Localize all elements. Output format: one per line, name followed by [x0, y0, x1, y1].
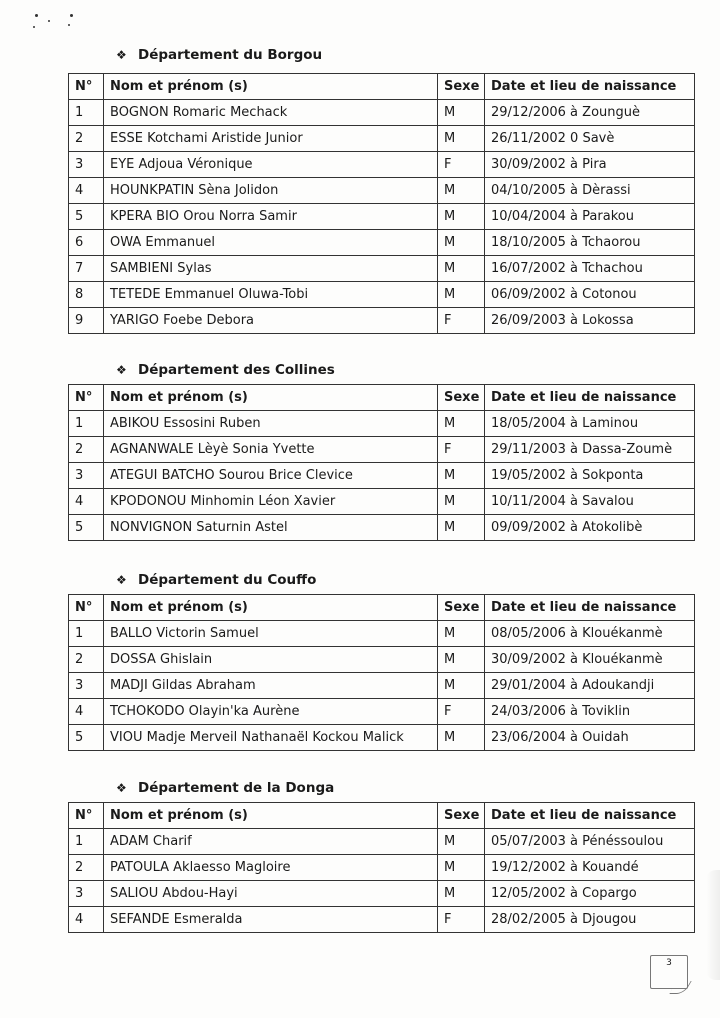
cell-sex: F	[438, 907, 485, 933]
cell-num: 4	[69, 489, 104, 515]
cell-num: 3	[69, 463, 104, 489]
cell-num: 4	[69, 907, 104, 933]
table-row	[69, 126, 695, 152]
cell-birth: 26/09/2003 à Lokossa	[485, 308, 695, 334]
cell-name: OWA Emmanuel	[104, 230, 438, 256]
cell-num: 8	[69, 282, 104, 308]
cell-birth: 09/09/2002 à Atokolibè	[485, 515, 695, 541]
table-row	[69, 178, 695, 204]
cell-name: SALIOU Abdou-Hayi	[104, 881, 438, 907]
header-birth: Date et lieu de naissance	[485, 74, 695, 100]
table-row	[69, 204, 695, 230]
page-number: 3	[666, 958, 672, 968]
cell-name: YARIGO Foebe Debora	[104, 308, 438, 334]
cell-num: 2	[69, 126, 104, 152]
cell-birth: 19/12/2002 à Kouandé	[485, 855, 695, 881]
table-row	[69, 308, 695, 334]
table-header-row	[69, 803, 695, 829]
section-collines	[68, 359, 694, 541]
header-sex: Sexe	[438, 74, 485, 100]
cell-sex: M	[438, 230, 485, 256]
section-title-text: Département du Borgou	[138, 47, 323, 63]
cell-birth: 29/11/2003 à Dassa-Zoumè	[485, 437, 695, 463]
table-header-row	[69, 385, 695, 411]
cell-name: DOSSA Ghislain	[104, 647, 438, 673]
table-row	[69, 907, 695, 933]
cell-num: 4	[69, 178, 104, 204]
students-table	[68, 73, 695, 334]
cell-sex: M	[438, 621, 485, 647]
header-num: N°	[69, 385, 104, 411]
table-row	[69, 230, 695, 256]
cell-name: MADJI Gildas Abraham	[104, 673, 438, 699]
page-edge-shadow	[706, 870, 720, 980]
cell-num: 2	[69, 647, 104, 673]
cell-sex: F	[438, 437, 485, 463]
cell-birth: 18/05/2004 à Laminou	[485, 411, 695, 437]
table-row	[69, 282, 695, 308]
section-couffo	[68, 569, 694, 751]
header-name: Nom et prénom (s)	[104, 74, 438, 100]
cell-name: VIOU Madje Merveil Nathanaël Kockou Malick	[104, 725, 438, 751]
section-donga	[68, 777, 694, 933]
cell-sex: F	[438, 308, 485, 334]
cell-birth: 12/05/2002 à Copargo	[485, 881, 695, 907]
table-row	[69, 621, 695, 647]
cell-name: EYE Adjoua Véronique	[104, 152, 438, 178]
cell-num: 7	[69, 256, 104, 282]
header-birth: Date et lieu de naissance	[485, 803, 695, 829]
cell-num: 3	[69, 152, 104, 178]
cell-num: 6	[69, 230, 104, 256]
cell-sex: M	[438, 126, 485, 152]
cell-birth: 10/11/2004 à Savalou	[485, 489, 695, 515]
cell-birth: 04/10/2005 à Dèrassi	[485, 178, 695, 204]
cell-num: 1	[69, 829, 104, 855]
cell-birth: 26/11/2002 0 Savè	[485, 126, 695, 152]
cell-num: 3	[69, 881, 104, 907]
section-title-text: Département du Couffo	[138, 572, 317, 588]
diamond-bullet-icon: ❖	[116, 573, 127, 587]
table-row	[69, 463, 695, 489]
table-header-row	[69, 74, 695, 100]
diamond-bullet-icon: ❖	[116, 781, 127, 795]
cell-sex: M	[438, 178, 485, 204]
table-row	[69, 829, 695, 855]
cell-name: KPERA BIO Orou Norra Samir	[104, 204, 438, 230]
cell-birth: 06/09/2002 à Cotonou	[485, 282, 695, 308]
cell-birth: 29/12/2006 à Zounguè	[485, 100, 695, 126]
cell-sex: M	[438, 100, 485, 126]
cell-birth: 24/03/2006 à Toviklin	[485, 699, 695, 725]
cell-sex: M	[438, 256, 485, 282]
cell-name: ADAM Charif	[104, 829, 438, 855]
cell-birth: 29/01/2004 à Adoukandji	[485, 673, 695, 699]
table-row	[69, 699, 695, 725]
cell-num: 5	[69, 725, 104, 751]
cell-num: 9	[69, 308, 104, 334]
cell-sex: F	[438, 152, 485, 178]
cell-num: 1	[69, 411, 104, 437]
header-name: Nom et prénom (s)	[104, 385, 438, 411]
section-title	[68, 44, 694, 66]
cell-num: 4	[69, 699, 104, 725]
cell-sex: M	[438, 855, 485, 881]
table-row	[69, 515, 695, 541]
cell-birth: 28/02/2005 à Djougou	[485, 907, 695, 933]
cell-sex: M	[438, 673, 485, 699]
cell-name: ESSE Kotchami Aristide Junior	[104, 126, 438, 152]
header-sex: Sexe	[438, 385, 485, 411]
cell-birth: 18/10/2005 à Tchaorou	[485, 230, 695, 256]
cell-num: 2	[69, 437, 104, 463]
cell-sex: M	[438, 881, 485, 907]
section-title	[68, 359, 694, 381]
cell-birth: 30/09/2002 à Klouékanmè	[485, 647, 695, 673]
cell-birth: 19/05/2002 à Sokponta	[485, 463, 695, 489]
cell-birth: 10/04/2004 à Parakou	[485, 204, 695, 230]
cell-name: AGNANWALE Lèyè Sonia Yvette	[104, 437, 438, 463]
table-row	[69, 437, 695, 463]
students-table	[68, 802, 695, 933]
table-row	[69, 855, 695, 881]
table-row	[69, 489, 695, 515]
header-sex: Sexe	[438, 803, 485, 829]
cell-name: SEFANDE Esmeralda	[104, 907, 438, 933]
scan-speck	[68, 24, 70, 26]
cell-name: ABIKOU Essosini Ruben	[104, 411, 438, 437]
table-row	[69, 152, 695, 178]
cell-name: PATOULA Aklaesso Magloire	[104, 855, 438, 881]
header-name: Nom et prénom (s)	[104, 803, 438, 829]
cell-num: 1	[69, 621, 104, 647]
page-curl-icon	[669, 981, 692, 994]
section-title-text: Département de la Donga	[138, 780, 335, 796]
scan-speck	[35, 14, 38, 17]
cell-sex: M	[438, 725, 485, 751]
table-row	[69, 256, 695, 282]
section-title	[68, 569, 694, 591]
students-table	[68, 384, 695, 541]
students-table	[68, 594, 695, 751]
cell-sex: M	[438, 411, 485, 437]
section-title-text: Département des Collines	[138, 362, 335, 378]
header-num: N°	[69, 803, 104, 829]
cell-name: NONVIGNON Saturnin Astel	[104, 515, 438, 541]
page-number-box	[650, 955, 688, 989]
header-num: N°	[69, 595, 104, 621]
header-birth: Date et lieu de naissance	[485, 595, 695, 621]
diamond-bullet-icon: ❖	[116, 363, 127, 377]
scan-speck	[70, 14, 73, 17]
scan-speck	[48, 20, 50, 22]
cell-birth: 16/07/2002 à Tchachou	[485, 256, 695, 282]
header-num: N°	[69, 74, 104, 100]
cell-num: 1	[69, 100, 104, 126]
cell-name: KPODONOU Minhomin Léon Xavier	[104, 489, 438, 515]
cell-birth: 30/09/2002 à Pira	[485, 152, 695, 178]
cell-num: 2	[69, 855, 104, 881]
table-row	[69, 673, 695, 699]
cell-name: BALLO Victorin Samuel	[104, 621, 438, 647]
scan-speck	[33, 26, 35, 28]
cell-sex: M	[438, 515, 485, 541]
table-row	[69, 725, 695, 751]
cell-name: SAMBIENI Sylas	[104, 256, 438, 282]
header-name: Nom et prénom (s)	[104, 595, 438, 621]
table-row	[69, 881, 695, 907]
cell-name: BOGNON Romaric Mechack	[104, 100, 438, 126]
cell-sex: M	[438, 489, 485, 515]
section-borgou	[68, 44, 694, 334]
cell-name: HOUNKPATIN Sèna Jolidon	[104, 178, 438, 204]
cell-name: TCHOKODO Olayin'ka Aurène	[104, 699, 438, 725]
table-header-row	[69, 595, 695, 621]
cell-sex: F	[438, 699, 485, 725]
cell-sex: M	[438, 647, 485, 673]
cell-birth: 23/06/2004 à Ouidah	[485, 725, 695, 751]
cell-sex: M	[438, 463, 485, 489]
cell-num: 5	[69, 204, 104, 230]
cell-num: 3	[69, 673, 104, 699]
header-sex: Sexe	[438, 595, 485, 621]
cell-name: TETEDE Emmanuel Oluwa-Tobi	[104, 282, 438, 308]
cell-sex: M	[438, 204, 485, 230]
cell-sex: M	[438, 282, 485, 308]
table-row	[69, 411, 695, 437]
cell-num: 5	[69, 515, 104, 541]
cell-sex: M	[438, 829, 485, 855]
section-title	[68, 777, 694, 799]
table-row	[69, 100, 695, 126]
diamond-bullet-icon: ❖	[116, 48, 127, 62]
header-birth: Date et lieu de naissance	[485, 385, 695, 411]
table-row	[69, 647, 695, 673]
cell-birth: 05/07/2003 à Pénéssoulou	[485, 829, 695, 855]
cell-name: ATEGUI BATCHO Sourou Brice Clevice	[104, 463, 438, 489]
cell-birth: 08/05/2006 à Klouékanmè	[485, 621, 695, 647]
